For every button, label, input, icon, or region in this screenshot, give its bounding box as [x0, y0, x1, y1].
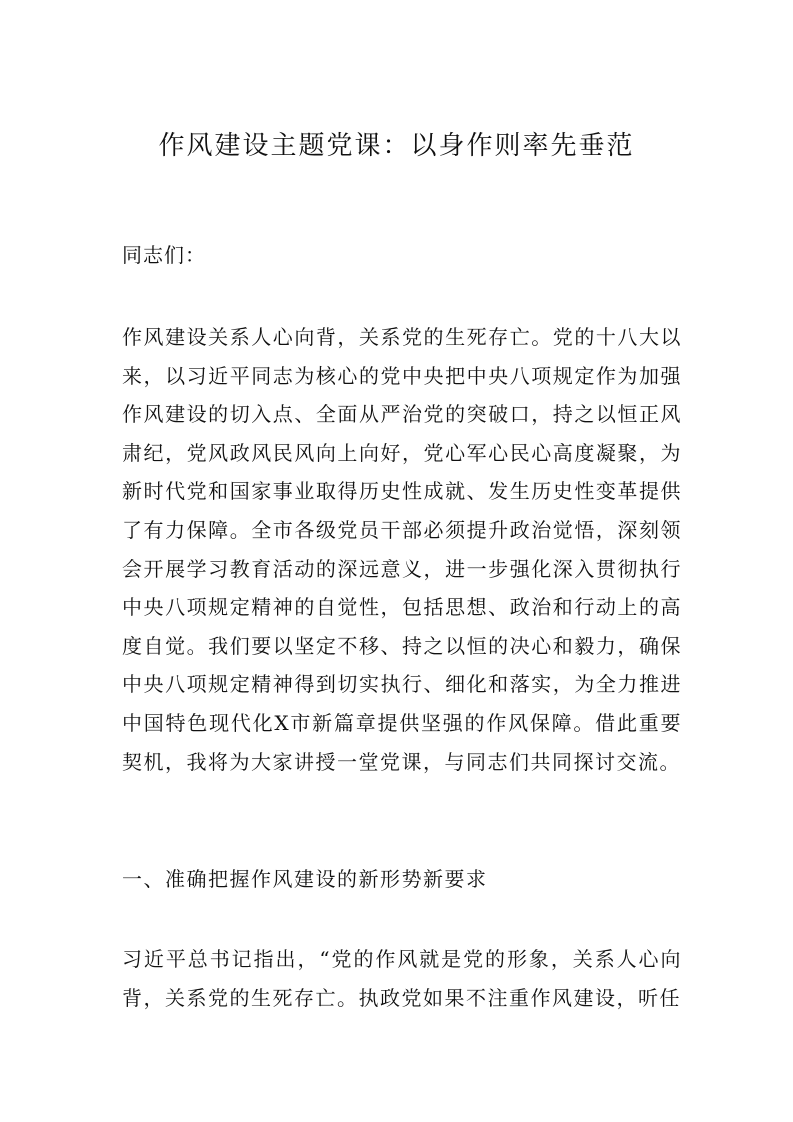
document-title: 作风建设主题党课：以身作则率先垂范 — [158, 131, 635, 161]
paragraph-section-1: 习近平总书记指出，“党的作风就是党的形象，关系人心向背，关系党的生死存亡。执政党如果不注重作风建设，听任 — [122, 947, 682, 1010]
paragraph-intro: 作风建设关系人心向背，关系党的生死存亡。党的十八大以来，以习近平同志为核心的党中央把中央八项规定作为加强作风建设的切入点、全面从严治党的突破口，持之以恒正风肃纪，党风政风民风向上向好，党心军心民心高度凝聚，为新时代党和国家事业取得历史性成就、发生历史性变革提供了有力保障。全市各级党员干部必须提升政治觉悟，深刻领会开展学习教育活动的深远意义，进一步强化深入贯彻执行中央八项规定精神的自觉性，包括思想、政治和行动上的高度自觉。我们要以坚定不移、持之以恒的决心和毅力，确保中央八项规定精神得到切实执行、细化和落实，为全力推进中国特色现代化X市新篇章提供坚强的作风保障。借此重要契机，我将为大家讲授一堂党课，与同志们共同探讨交流。 — [122, 325, 682, 774]
section-heading: 一、准确把握作风建设的新形势新要求 — [122, 867, 488, 891]
salutation: 同志们： — [122, 243, 206, 267]
